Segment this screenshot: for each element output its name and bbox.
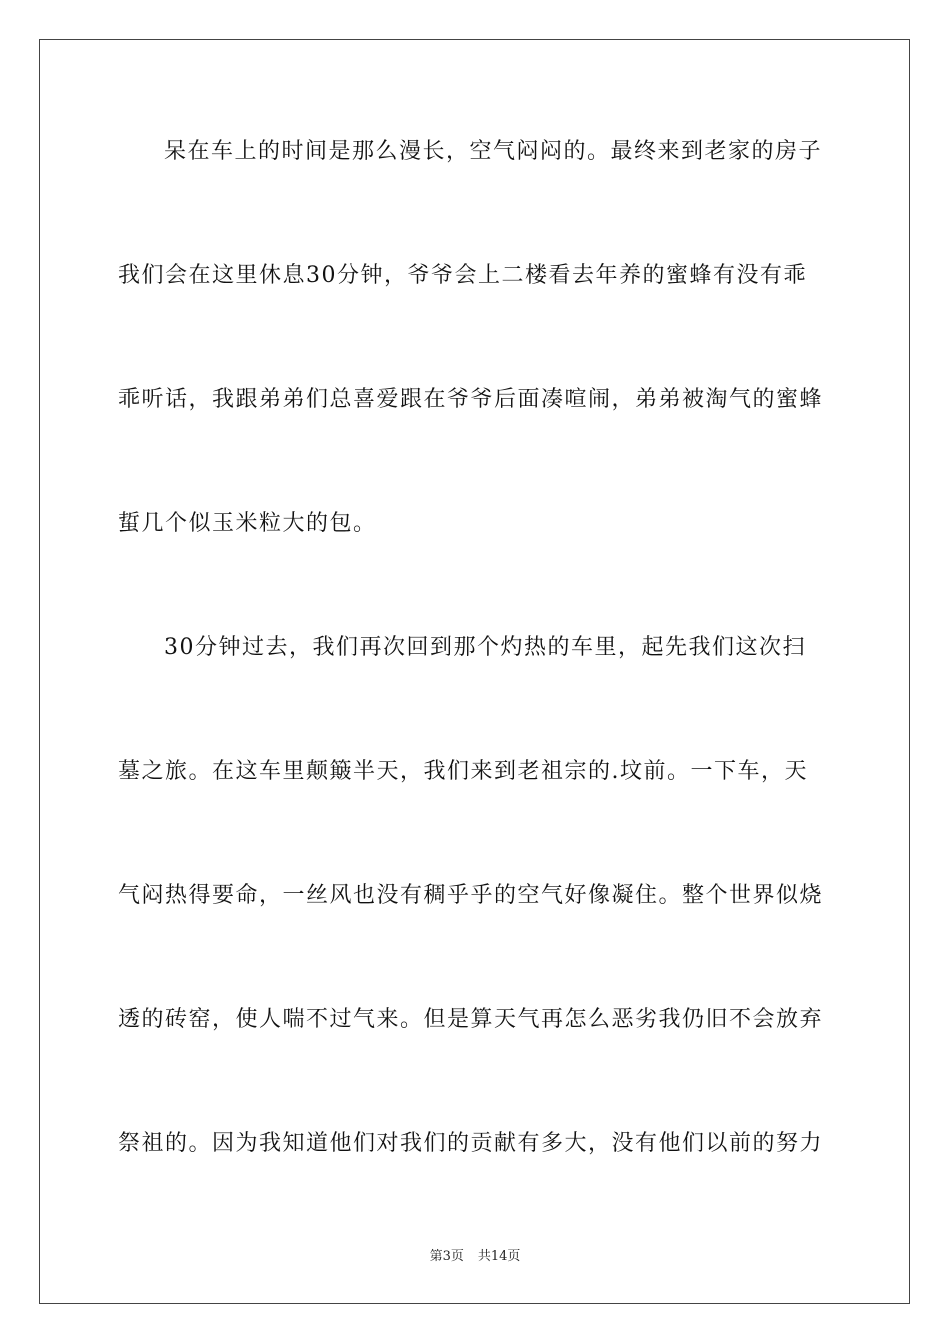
page-footer — [0, 1248, 950, 1266]
paragraph-line-1: 呆在车上的时间是那么漫长，空气闷闷的。最终来到老家的房子 — [164, 139, 823, 164]
paragraph-line-8: 透的砖窑，使人喘不过气来。但是算天气再怎么恶劣我仍旧不会放弃 — [118, 1007, 824, 1032]
paragraph-line-5: 30分钟过去，我们再次回到那个灼热的车里，起先我们这次扫 — [164, 635, 806, 660]
paragraph-line-4: 蜇几个似玉米粒大的包。 — [118, 511, 377, 536]
page-total: 共14页 — [477, 1249, 521, 1264]
page-number: 第3页 — [429, 1249, 464, 1264]
paragraph-line-9: 祭祖的。因为我知道他们对我们的贡献有多大，没有他们以前的努力 — [118, 1131, 824, 1156]
paragraph-line-3: 乖听话，我跟弟弟们总喜爱跟在爷爷后面凑喧闹，弟弟被淘气的蜜蜂 — [118, 387, 824, 412]
page-border — [39, 39, 910, 1304]
paragraph-line-2: 我们会在这里休息30分钟，爷爷会上二楼看去年养的蜜蜂有没有乖 — [118, 263, 807, 288]
paragraph-line-6: 墓之旅。在这车里颠簸半天，我们来到老祖宗的.坟前。一下车，天 — [118, 759, 808, 784]
paragraph-line-7: 气闷热得要命，一丝风也没有稠乎乎的空气好像凝住。整个世界似烧 — [118, 883, 824, 908]
